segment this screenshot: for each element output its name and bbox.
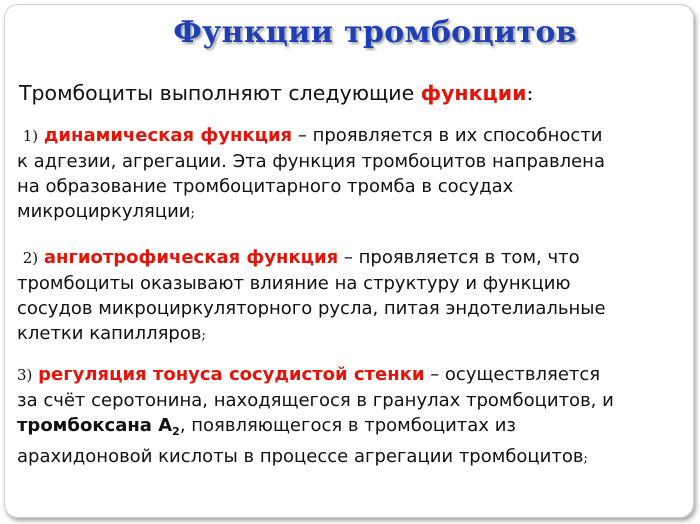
item-text-line: – проявляется в их способности: [292, 125, 603, 146]
item-term: динамическая функция: [43, 125, 293, 146]
intro-text: Тромбоциты выполняют следующие: [19, 81, 421, 105]
thromboxane-term: тромбоксана А: [17, 415, 173, 436]
item-number: 3): [17, 366, 33, 384]
item-text-line: – осуществляется: [424, 364, 601, 385]
slide-title: Функции тромбоцитов: [173, 15, 577, 50]
item-text-line: тромбоциты оказывают влияние на структуру и функцию: [17, 273, 571, 294]
item-text-line: к адгезии, агрегации. Эта функция тромбоцитов направлена: [17, 151, 605, 172]
item-term: регуляция тонуса сосудистой стенки: [38, 364, 425, 385]
item-text-line: за счёт серотонина, находящегося в гранулах тромбоцитов, и: [17, 390, 614, 411]
function-item-1: [17, 123, 681, 226]
intro-colon: :: [526, 81, 534, 105]
function-item-3: [17, 362, 681, 471]
function-item-2: [17, 245, 681, 348]
item-text-line: – проявляется в том, что: [338, 247, 580, 268]
item-text-line: арахидоновой кислоты в процессе агрегации тромбоцитов: [17, 446, 584, 467]
intro-line: [19, 81, 533, 105]
item-number: 1): [22, 127, 39, 145]
item-number: 2): [22, 249, 39, 267]
item-text-line: клетки капилляров: [17, 323, 202, 344]
item-semicolon: ;: [190, 206, 195, 221]
item-text-line: , появляющегося в тромбоцитах из: [179, 415, 516, 436]
item-semicolon: ;: [583, 451, 588, 466]
item-text-line: сосудов микроциркуляторного русла, питая эндотелиальные: [17, 298, 606, 319]
item-text-line: на образование тромбоцитарного тромба в сосудах: [17, 176, 514, 197]
subscript: 2: [172, 425, 180, 438]
intro-highlight: функции: [420, 81, 527, 105]
slide: [4, 4, 694, 518]
item-term: ангиотрофическая функция: [43, 247, 339, 268]
item-text-line: микроциркуляции: [17, 201, 191, 222]
item-semicolon: ;: [201, 328, 206, 343]
